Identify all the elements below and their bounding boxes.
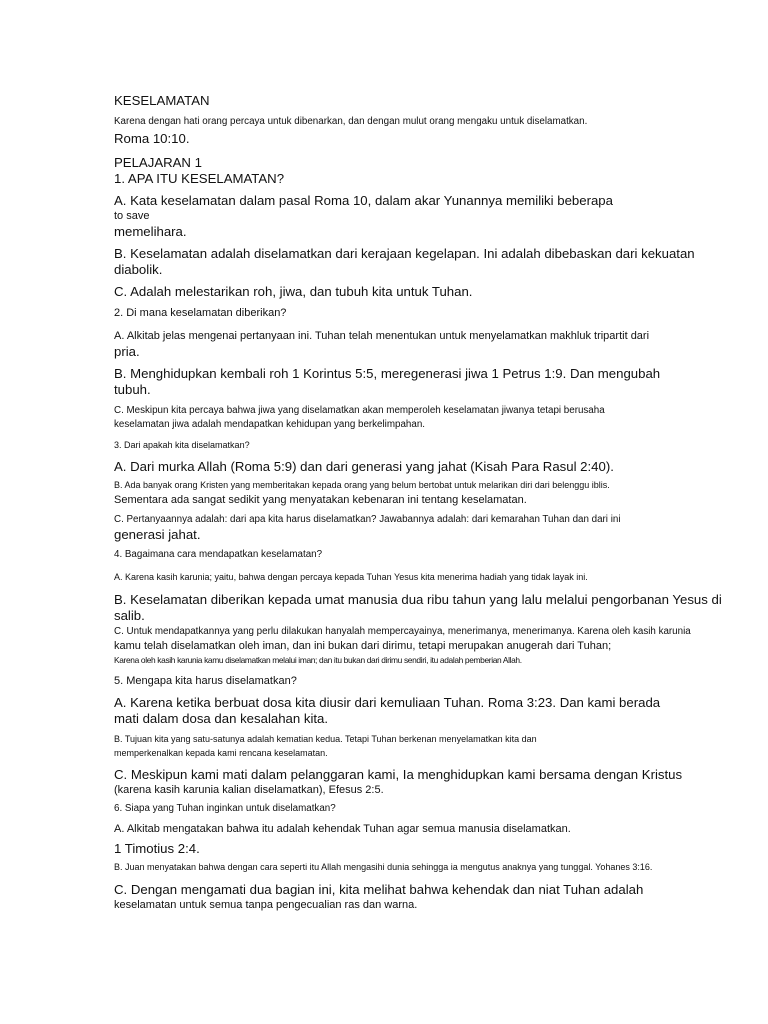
text-line: 5. Mengapa kita harus diselamatkan? <box>114 675 297 687</box>
text-line: C. Dengan mengamati dua bagian ini, kita melihat bahwa kehendak dan niat Tuhan adalah <box>114 882 644 897</box>
document-page <box>114 93 734 913</box>
text-line: C. Meskipun kami mati dalam pelanggaran kami, Ia menghidupkan kami bersama dengan Kristus <box>114 767 683 782</box>
text-line: Karena dengan hati orang percaya untuk dibenarkan, dan dengan mulut orang mengaku untuk diselamatkan. <box>114 116 588 127</box>
text-line: mati dalam dosa dan kesalahan kita. <box>114 711 329 726</box>
text-line: B. Tujuan kita yang satu-satunya adalah kematian kedua. Tetapi Tuhan berkenan menyelamatkan kita dan <box>114 734 537 744</box>
text-line: A. Alkitab mengatakan bahwa itu adalah kehendak Tuhan agar semua manusia diselamatkan. <box>114 823 571 835</box>
document-title: KESELAMATAN <box>114 93 210 108</box>
text-line: B. Juan menyatakan bahwa dengan cara seperti itu Allah mengasihi dunia sehingga ia mengutus anaknya yang tunggal. Yohanes 3:16. <box>114 862 653 872</box>
text-line: C. Adalah melestarikan roh, jiwa, dan tubuh kita untuk Tuhan. <box>114 284 473 299</box>
text-line: generasi jahat. <box>114 527 201 542</box>
text-line: A. Karena kasih karunia; yaitu, bahwa dengan percaya kepada Tuhan Yesus kita menerima hadiah yang tidak layak ini. <box>114 572 588 582</box>
text-line: B. Keselamatan diberikan kepada umat manusia dua ribu tahun yang lalu melalui pengorbanan Yesus di <box>114 592 722 607</box>
text-line: to save <box>114 210 150 222</box>
text-line: C. Pertanyaannya adalah: dari apa kita harus diselamatkan? Jawabannya adalah: dari kemarahan Tuhan dan dari ini <box>114 514 621 525</box>
document-body <box>114 115 734 913</box>
text-line: C. Untuk mendapatkannya yang perlu dilakukan hanyalah mempercayainya, menerimanya, menerimanya. Karena oleh kasih karunia <box>114 626 691 637</box>
text-line: (karena kasih karunia kalian diselamatkan), Efesus 2:5. <box>114 784 384 796</box>
text-line: PELAJARAN 1 <box>114 155 202 170</box>
text-line: 3. Dari apakah kita diselamatkan? <box>114 440 250 450</box>
text-line: Roma 10:10. <box>114 131 190 146</box>
text-line: memperkenalkan kepada kami rencana keselamatan. <box>114 748 328 758</box>
text-line: 1 Timotius 2:4. <box>114 841 200 856</box>
text-line: kamu telah diselamatkan oleh iman, dan ini bukan dari dirimu, tetapi merupakan anugerah dari Tuhan; <box>114 640 612 652</box>
text-line: Sementara ada sangat sedikit yang menyatakan kebenaran ini tentang keselamatan. <box>114 494 527 506</box>
text-line: memelihara. <box>114 224 187 239</box>
text-line: C. Meskipun kita percaya bahwa jiwa yang diselamatkan akan memperoleh keselamatan jiwanya tetapi berusaha <box>114 405 605 416</box>
text-line: keselamatan untuk semua tanpa pengecualian ras dan warna. <box>114 899 418 911</box>
text-line: A. Karena ketika berbuat dosa kita diusir dari kemuliaan Tuhan. Roma 3:23. Dan kami berada <box>114 695 661 710</box>
text-line: B. Menghidupkan kembali roh 1 Korintus 5:5, meregenerasi jiwa 1 Petrus 1:9. Dan mengubah <box>114 366 661 381</box>
text-line: B. Keselamatan adalah diselamatkan dari kerajaan kegelapan. Ini adalah dibebaskan dari kekuatan <box>114 246 695 261</box>
text-line: pria. <box>114 344 140 359</box>
text-line: A. Kata keselamatan dalam pasal Roma 10, dalam akar Yunannya memiliki beberapa <box>114 193 613 208</box>
text-line: diabolik. <box>114 262 163 277</box>
text-line: 4. Bagaimana cara mendapatkan keselamatan? <box>114 549 323 560</box>
text-line: B. Ada banyak orang Kristen yang memberitakan kepada orang yang belum bertobat untuk melarikan diri dari belenggu iblis. <box>114 480 610 490</box>
text-line: keselamatan jiwa adalah mendapatkan kehidupan yang berkelimpahan. <box>114 419 425 430</box>
text-line: 1. APA ITU KESELAMATAN? <box>114 171 285 186</box>
text-line: tubuh. <box>114 382 151 397</box>
text-line: Karena oleh kasih karunia kamu diselamatkan melalui iman; dan itu bukan dari dirimu sendiri, itu adalah pemberian Allah. <box>114 655 522 665</box>
text-line: 2. Di mana keselamatan diberikan? <box>114 307 287 319</box>
text-line: salib. <box>114 608 145 623</box>
text-line: 6. Siapa yang Tuhan inginkan untuk diselamatkan? <box>114 803 336 814</box>
text-line: A. Dari murka Allah (Roma 5:9) dan dari generasi yang jahat (Kisah Para Rasul 2:40). <box>114 459 614 474</box>
text-line: A. Alkitab jelas mengenai pertanyaan ini. Tuhan telah menentukan untuk menyelamatkan makhluk tripartit dari <box>114 330 650 342</box>
